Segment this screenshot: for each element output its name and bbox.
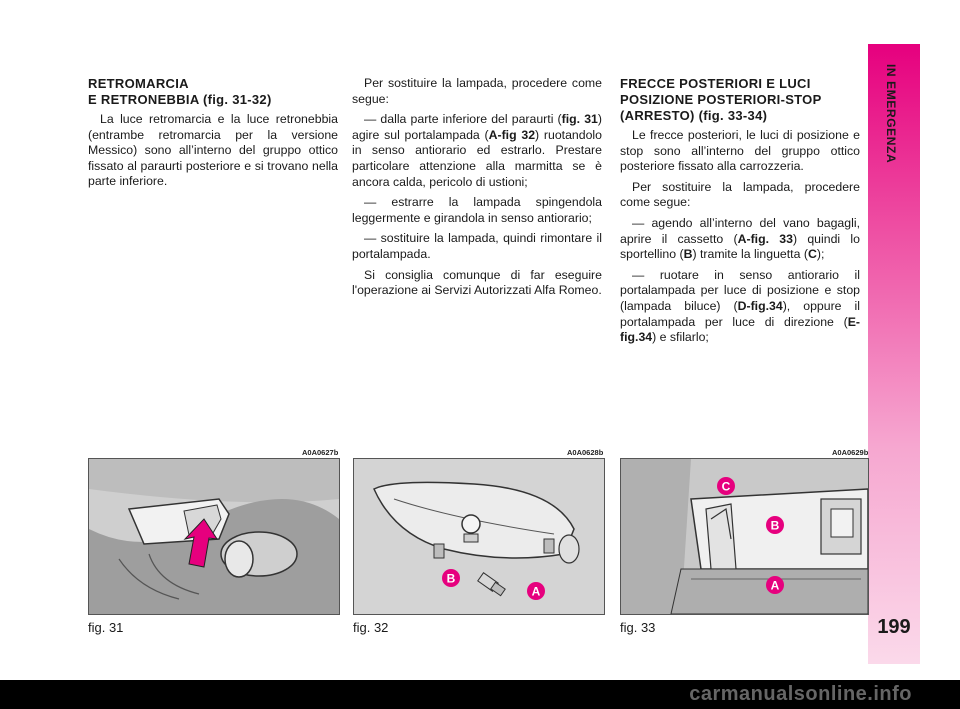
figure-code: A0A0628b xyxy=(567,448,604,457)
paragraph-step: — ruotare in senso antiorario il portalampada per luce di posizione e stop (lampada biluce) (D-fig.34), oppure il portalampada per luce di direzione (E-fig.34) e sfilarlo; xyxy=(620,267,860,345)
column-procedure xyxy=(352,76,602,304)
paragraph: Per sostituire la lampada, procedere come segue: xyxy=(620,179,860,210)
marker-b: B xyxy=(770,518,780,533)
marker-a: A xyxy=(531,584,541,599)
marker-a: A xyxy=(770,578,780,593)
fig-ref: A-fig 32 xyxy=(488,127,536,142)
figure-caption: fig. 33 xyxy=(620,620,656,635)
figure-33-image xyxy=(620,458,869,615)
column-frecce xyxy=(620,76,860,351)
paragraph-step: — dalla parte inferiore del paraurti (fig. 31) agire sul portalampada (A-fig 32) ruotandolo in senso antiorario ed estrarlo. Prestare particolare attenzione alla marmitta se è ancora calda, pericolo di ustioni; xyxy=(352,112,603,189)
heading-fig-ref: (fig. 33-34) xyxy=(698,108,768,123)
marker-b: B xyxy=(446,571,456,586)
figure-code: A0A0627b xyxy=(302,448,339,457)
paragraph-step: — agendo all’interno del vano bagagli, aprire il cassetto (A-fig. 33) quindi lo sportellino (B) tramite la linguetta (C); xyxy=(620,215,861,262)
fig-ref: C xyxy=(807,247,817,262)
marker-c: C xyxy=(721,479,731,494)
figure-code: A0A0629b xyxy=(832,448,869,457)
figure-caption: fig. 31 xyxy=(88,620,124,635)
figure-32-image xyxy=(353,458,605,615)
fig-ref: D-fig.34 xyxy=(737,298,783,313)
column-retromarcia xyxy=(88,76,338,195)
fig-ref: A-fig. 33 xyxy=(737,231,793,246)
fig-ref: fig. 31 xyxy=(561,112,598,127)
fig-ref: E-fig.34 xyxy=(620,314,860,345)
footer-watermark[interactable]: carmanualsonline.info xyxy=(689,683,912,705)
paragraph: Le frecce posteriori, le luci di posizione e stop sono all’interno del gruppo ottico posteriore fissato alla carrozzeria. xyxy=(620,128,860,174)
section-title: IN EMERGENZA xyxy=(884,64,898,164)
heading-retromarcia: RETROMARCIA E RETRONEBBIA (fig. 31-32) xyxy=(88,76,272,107)
figure-caption: fig. 32 xyxy=(353,620,389,635)
heading-fig-ref: (fig. 31-32) xyxy=(202,92,272,107)
paragraph: La luce retromarcia e la luce retronebbia (entrambe retromarcia per la versione Messico) sono all’interno del gruppo ottico fissato al paraurti posteriore e si trovano nella parte inferiore. xyxy=(88,112,338,189)
fig-ref: B xyxy=(683,247,693,262)
heading-frecce: FRECCE POSTERIORI E LUCI POSIZIONE POSTERIORI-STOP (ARRESTO) (fig. 33-34) xyxy=(620,76,822,123)
paragraph: Per sostituire la lampada, procedere come segue: xyxy=(352,76,602,106)
paragraph-step: — estrarre la lampada spingendola leggermente e girandola in senso antiorario; xyxy=(352,195,602,225)
page-number: 199 xyxy=(877,616,911,638)
paragraph: Si consiglia comunque di far eseguire l'operazione ai Servizi Autorizzati Alfa Romeo. xyxy=(352,267,602,298)
paragraph-step: — sostituire la lampada, quindi rimontare il portalampada. xyxy=(352,231,602,261)
figure-31-image xyxy=(88,458,340,615)
